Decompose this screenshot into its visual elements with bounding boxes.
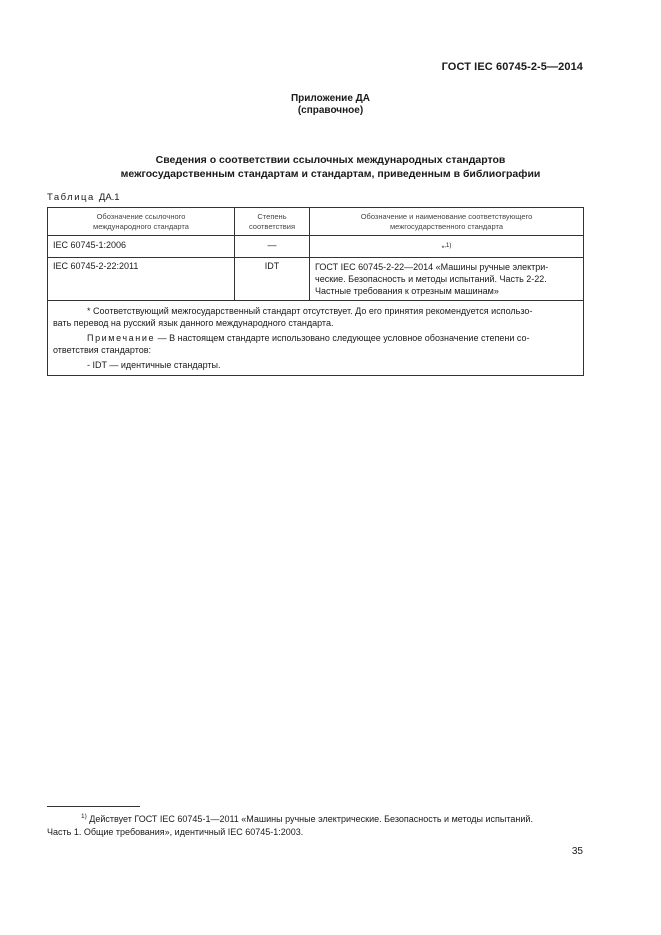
table-caption-word: Таблица <box>47 192 95 203</box>
correspondence-table <box>47 207 584 376</box>
footnote-divider <box>47 806 140 807</box>
table-caption <box>47 192 120 203</box>
header-reference-standard-line1: Обозначение ссылочного <box>96 211 186 221</box>
header-interstate-standard-line2: межгосударственного стандарта <box>390 221 503 231</box>
table-caption-number: ДА.1 <box>98 192 120 203</box>
header-degree-line2: соответствия <box>248 221 296 231</box>
table-row <box>48 236 584 258</box>
footnote-line1 <box>47 810 583 826</box>
section-title-line2: межгосударственным стандартам и стандартам, приведенным в библиографии <box>120 168 541 180</box>
annex-subtitle: (справочное) <box>297 105 364 116</box>
cell-degree: IDT <box>235 258 310 301</box>
header-degree-line1: Степень <box>257 211 287 221</box>
table-header-row <box>48 208 584 236</box>
header-degree <box>235 208 310 236</box>
header-reference-standard <box>48 208 235 236</box>
footnote-reference-mark: ,1) <box>444 243 452 249</box>
footnote-line2: Часть 1. Общие требования», идентичный IEC 60745-1:2003. <box>47 827 304 837</box>
section-title-line1: Сведения о соответствии ссылочных международных стандартов <box>155 154 506 166</box>
table-notes-row <box>48 301 584 376</box>
section-title <box>0 153 661 181</box>
asterisk-note-line1: * Соответствующий межгосударственный стандарт отсутствует. До его принятия рекомендуется использо- <box>87 306 533 317</box>
note-text-line2: ответствия стандартов: <box>53 345 152 356</box>
cell-degree: — <box>235 236 310 258</box>
table-row <box>48 258 584 301</box>
page-number: 35 <box>571 846 583 857</box>
interstate-standard-line3: Частные требования к отрезным машинам» <box>315 286 499 297</box>
footnote <box>47 810 583 839</box>
cell-reference-standard: IEC 60745-2-22:2011 <box>48 258 235 301</box>
table-notes <box>48 301 584 376</box>
header-reference-standard-line2: международного стандарта <box>93 221 189 231</box>
header-interstate-standard-line1: Обозначение и наименование соответствующего <box>360 211 533 221</box>
footnote-marker: 1) <box>81 813 87 820</box>
note-list-item: - IDT — идентичные стандарты. <box>87 360 221 371</box>
asterisk-note-line2: вать перевод на русский язык данного международного стандарта. <box>53 318 334 329</box>
note-text-line1: — В настоящем стандарте использовано следующее условное обозначение степени со- <box>155 333 530 344</box>
note-paragraph <box>53 332 578 344</box>
cell-interstate-standard <box>310 236 584 258</box>
footnote-line1-text: Действует ГОСТ IEC 60745-1—2011 «Машины ручные электрические. Безопасность и методы испытаний. <box>86 814 533 824</box>
interstate-standard-line1: ГОСТ IEC 60745-2-22—2014 «Машины ручные электри- <box>315 262 549 273</box>
cell-interstate-standard <box>310 258 584 301</box>
not-available-mark: * <box>441 245 445 253</box>
cell-reference-standard: IEC 60745-1:2006 <box>48 236 235 258</box>
document-standard-id: ГОСТ IEC 60745-2-5—2014 <box>441 61 583 73</box>
annex-title: Приложение ДА <box>290 93 371 104</box>
header-interstate-standard <box>310 208 584 236</box>
interstate-standard-line2: ческие. Безопасность и методы испытаний. Часть 2-22. <box>315 274 547 285</box>
note-label: Примечание <box>87 333 156 344</box>
